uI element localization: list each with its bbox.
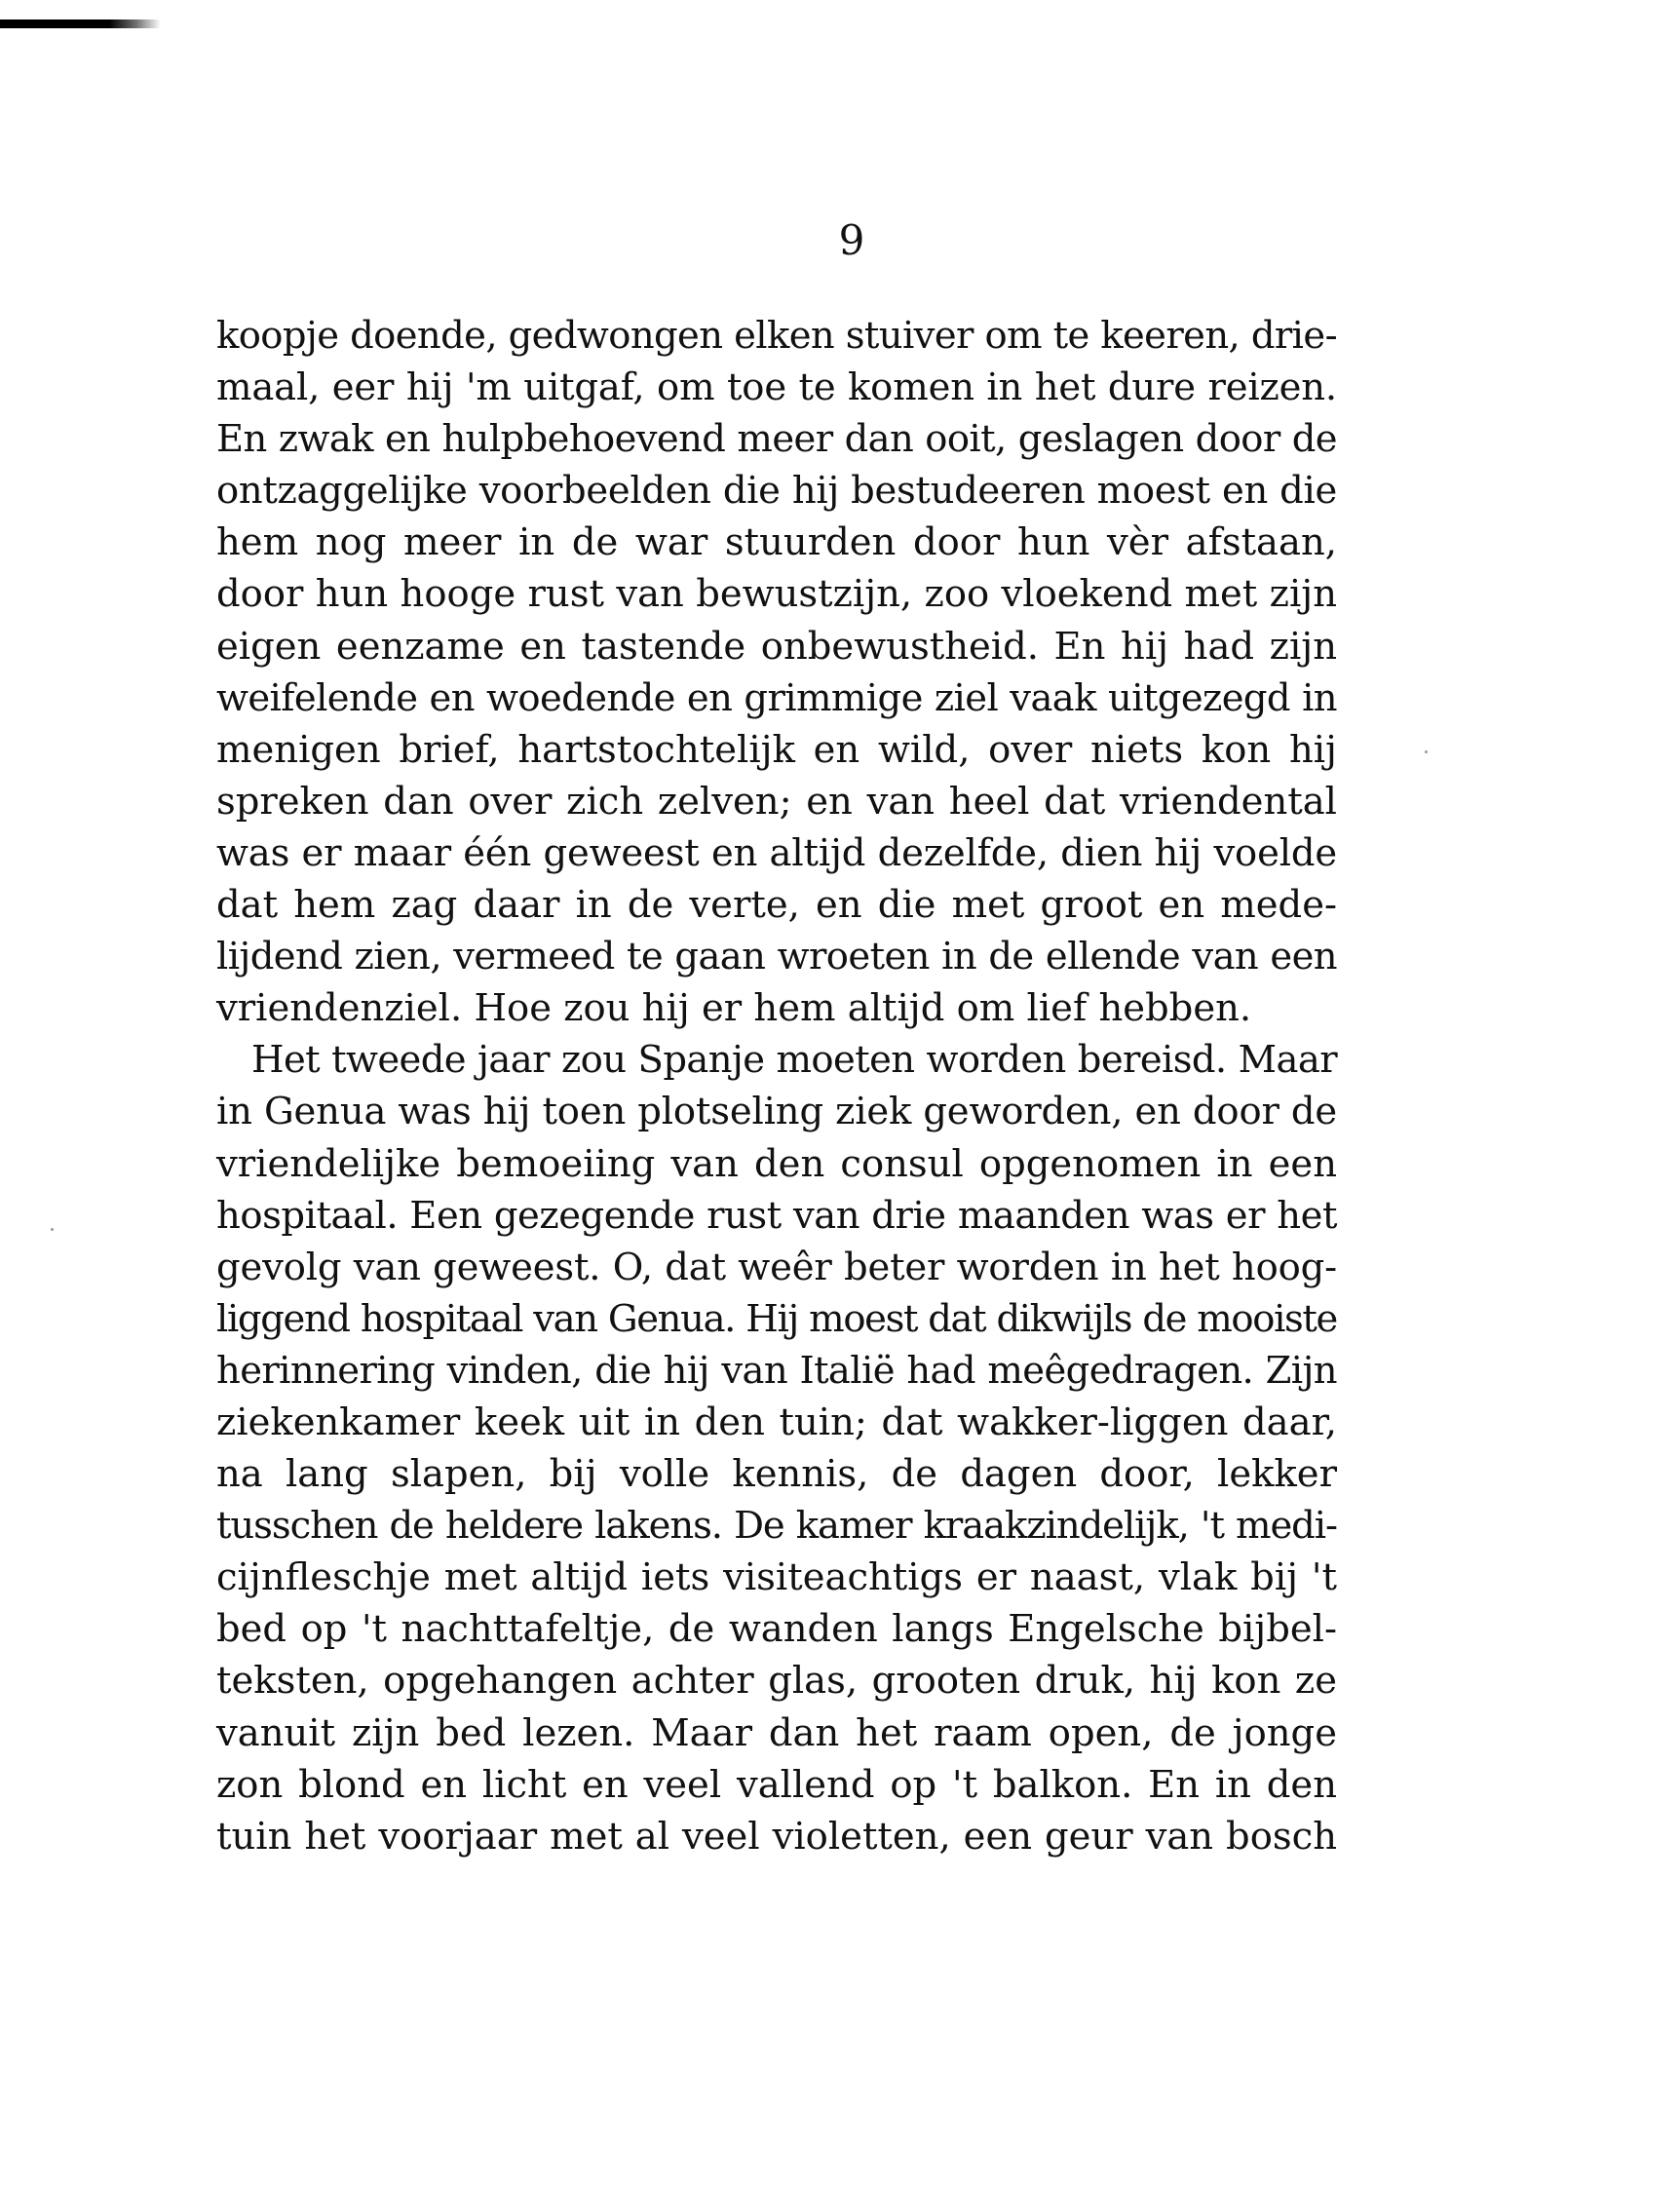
text-line: menigen brief, hartstochtelijk en wild, over niets kon hij [216,727,1337,772]
body-text [216,310,1337,1862]
text-line: dat hem zag daar in de verte, en die met groot en mede- [216,883,1337,928]
text-line: tusschen de heldere lakens. De kamer kraakzindelijk, 't medi- [216,1504,1337,1549]
text-line: zon blond en licht en veel vallend op 't balkon. En in den [216,1762,1337,1807]
text-line: hospitaal. Een gezegende rust van drie maanden was er het [216,1193,1337,1238]
text-line: bed op 't nachttafeltje, de wanden langs Engelsche bijbel- [216,1607,1337,1652]
text-line: ziekenkamer keek uit in den tuin; dat wakker-liggen daar, [216,1400,1337,1444]
scan-speck [51,1228,54,1231]
text-line: ontzaggelijke voorbeelden die hij bestudeeren moest en die [216,469,1337,514]
text-line: spreken dan over zich zelven; en van heel dat vriendental [216,779,1337,824]
paragraph-2 [216,1034,1337,1862]
text-line: eigen eenzame en tastende onbewustheid. En hij had zijn [216,624,1337,669]
text-line: in Genua was hij toen plotseling ziek geworden, en door de [216,1090,1337,1134]
text-line: teksten, opgehangen achter glas, grooten druk, hij kon ze [216,1659,1337,1704]
paragraph-1 [216,310,1337,1034]
scan-edge-mark [0,19,161,28]
text-line: Het tweede jaar zou Spanje moeten worden bereisd. Maar [251,1038,1337,1083]
text-line: vriendenziel. Hoe zou hij er hem altijd om lief hebben. [216,986,1252,1031]
text-line: was er maar één geweest en altijd dezelfde, dien hij voelde [216,830,1337,875]
text-line: na lang slapen, bij volle kennis, de dagen door, lekker [216,1452,1337,1497]
text-line: weifelende en woedende en grimmige ziel vaak uitgezegd in [216,675,1337,720]
page-number: 9 [838,216,865,264]
text-line: En zwak en hulpbehoevend meer dan ooit, geslagen door de [216,417,1337,462]
text-line: lijdend zien, vermeed te gaan wroeten in de ellende van een [216,935,1337,979]
text-line: koopje doende, gedwongen elken stuiver om te keeren, drie- [216,314,1337,358]
scan-speck [1425,750,1428,753]
text-line: liggend hospitaal van Genua. Hij moest dat dikwijls de mooiste [216,1296,1337,1341]
text-line: hem nog meer in de war stuurden door hun vèr afstaan, [216,520,1337,565]
text-line: herinnering vinden, die hij van Italië had meêgedragen. Zijn [216,1348,1337,1393]
text-line: vriendelijke bemoeiing van den consul opgenomen in een [216,1141,1337,1186]
text-line: maal, eer hij 'm uitgaf, om toe te komen in het dure reizen. [216,365,1337,410]
text-line: tuin het voorjaar met al veel violetten, een geur van bosch [216,1814,1337,1859]
text-line: cijnfleschje met altijd iets visiteachtigs er naast, vlak bij 't [216,1555,1337,1600]
text-line: gevolg van geweest. O, dat weêr beter worden in het hoog- [216,1245,1337,1289]
text-line: vanuit zijn bed lezen. Maar dan het raam open, de jonge [216,1710,1337,1755]
text-line: door hun hooge rust van bewustzijn, zoo vloekend met zijn [216,572,1337,617]
